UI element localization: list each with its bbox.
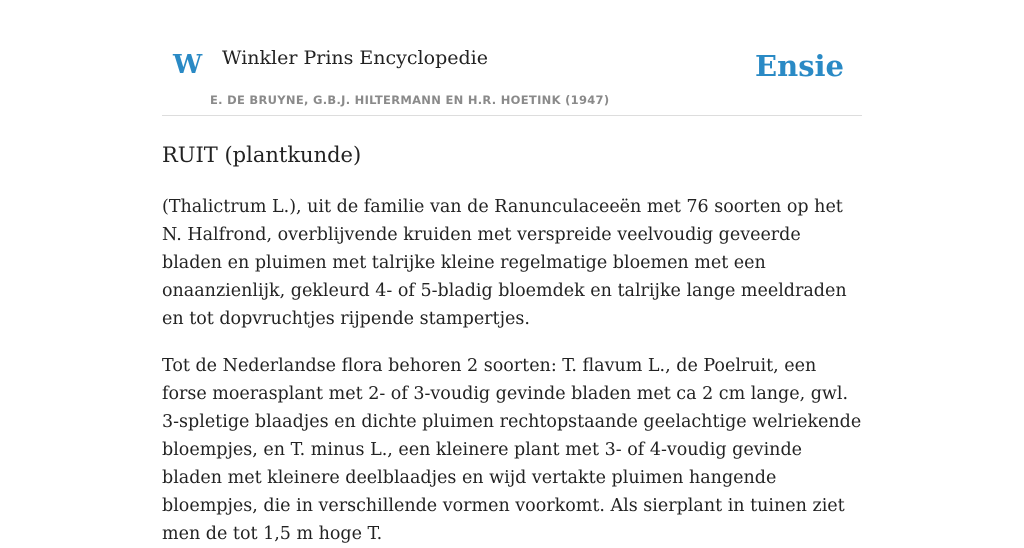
ensie-logo[interactable]: Ensie bbox=[755, 49, 844, 83]
article-paragraph: Tot de Nederlandse flora behoren 2 soorten: T. flavum L., de Poelruit, een forse moerasplant met 2- of 3-voudig gevinde bladen met ca 2 cm lange, gwl. 3-spletige blaadjes en dichte pluimen rechtopstaande geelachtige welriekende bloempjes, en T. minus L., een kleinere plant met 3- of 4-voudig gevinde bladen met kleinere deelblaadjes en wijd vertakte pluimen hangende bloempjes, die in verschillende vormen voorkomt. Als sierplant in tuinen ziet men de tot 1,5 m hoge T. bbox=[162, 356, 862, 545]
source-authors: E. DE BRUYNE, G.B.J. HILTERMANN EN H.R. HOETINK (1947) bbox=[210, 93, 610, 107]
source-header bbox=[162, 0, 862, 116]
winkler-prins-logo[interactable]: W bbox=[173, 50, 203, 80]
source-title[interactable]: Winkler Prins Encyclopedie bbox=[222, 47, 488, 69]
article-paragraph: (Thalictrum L.), uit de familie van de Ranunculaceeën met 76 soorten op het N. Halfrond, overblijvende kruiden met verspreide veelvoudig geveerde bladen en pluimen met talrijke kleine regelmatige bloemen met een onaanzienlijk, gekleurd 4- of 5-bladig bloemdek en talrijke lange meeldraden en tot dopvruchtjes rijpende stampertjes. bbox=[162, 197, 847, 330]
article-page bbox=[162, 0, 862, 545]
article-title: RUIT (plantkunde) bbox=[162, 143, 362, 167]
